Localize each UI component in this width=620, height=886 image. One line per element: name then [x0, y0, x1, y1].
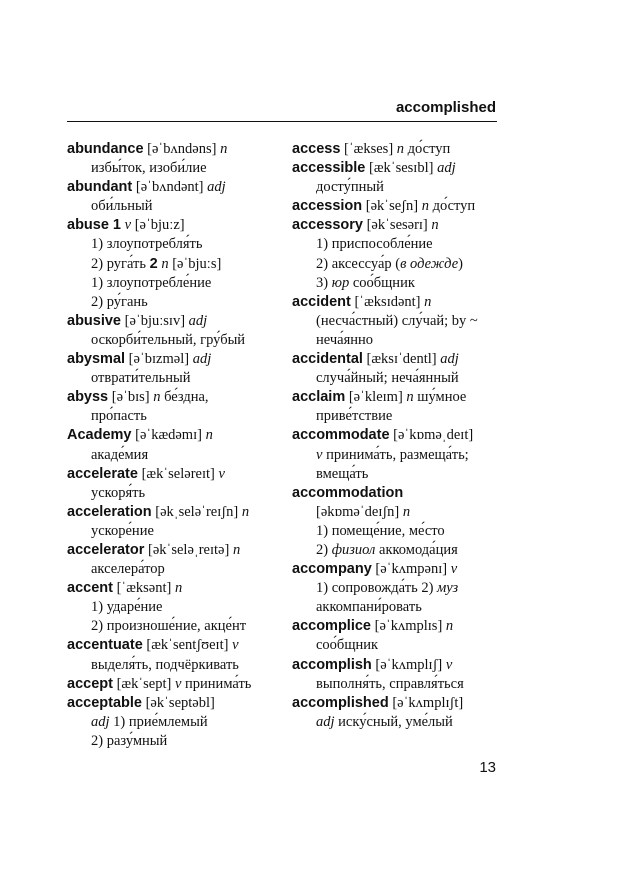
headword: accomplished: [292, 694, 389, 711]
entry-line: [292, 426, 502, 445]
grammar-label: adj: [316, 713, 335, 730]
grammar-label: n: [402, 503, 411, 520]
entry-continuation: [292, 713, 502, 732]
entry-continuation: [67, 522, 282, 541]
entry-continuation: [292, 235, 502, 254]
grammar-label: n: [424, 293, 432, 310]
entry-text: [ˈæksənt]: [112, 580, 175, 597]
entry-text: аккомода́ция: [375, 541, 458, 558]
entry-text: [əˈbjuːz]: [131, 217, 185, 234]
entry-text: приве́тствие: [316, 408, 393, 425]
grammar-label: муз: [437, 580, 459, 597]
entry-text: до́ступ: [428, 198, 476, 215]
entry-continuation: [292, 446, 502, 465]
header-rule: [67, 121, 497, 122]
entry-text: [əˈbʌndənt]: [132, 179, 208, 196]
entry-text: иску́сный, уме́лый: [334, 713, 453, 730]
entry-text: [ækˈsentʃʊeɪt]: [142, 637, 233, 654]
entry-line: [67, 216, 282, 235]
entry-text: вмеща́ть: [316, 465, 369, 482]
entry-continuation: [67, 274, 282, 293]
entry-text: 2) руга́ть: [91, 255, 150, 272]
entry-line: [67, 503, 282, 522]
headword: accidental: [292, 351, 363, 368]
entry-continuation: [67, 255, 282, 274]
entry-continuation: [67, 598, 282, 617]
entry-text: выполня́ть, справля́ться: [316, 675, 464, 692]
entry-text: оби́льный: [91, 198, 153, 215]
grammar-label: adj: [192, 351, 212, 368]
entry-text: 1) помеще́ние, ме́сто: [316, 522, 445, 539]
entry-text: аккомпани́ровать: [316, 599, 422, 616]
headword: accommodation: [292, 484, 404, 501]
headword: accomplice: [292, 618, 371, 635]
grammar-label: v: [316, 446, 323, 463]
entry-text: неча́янно: [316, 331, 374, 348]
headword: acclaim: [292, 389, 346, 406]
entry-text: 2: [149, 255, 158, 272]
entry-line: [292, 197, 502, 216]
entry-line: [67, 140, 282, 159]
headword: abusive: [67, 312, 121, 329]
entry-text: [əˈkʌmplɪʃ]: [371, 656, 446, 673]
entry-line: [292, 159, 502, 178]
entry-text: [əˈkʌmplɪs]: [371, 618, 446, 635]
headword: accentuate: [67, 637, 143, 654]
entry-text: [əˈkɒməˌdeɪt]: [389, 427, 474, 444]
entry-text: 1) злоупотребля́ть: [91, 236, 203, 253]
entry-text: акаде́мия: [91, 446, 149, 463]
entry-text: избы́ток, изоби́лие: [91, 160, 207, 177]
entry-text: 1) приспособле́ние: [316, 236, 433, 253]
entry-line: [67, 694, 282, 713]
entry-text: [əˈbjuːs]: [168, 255, 222, 272]
grammar-label: n: [174, 580, 183, 597]
grammar-label: v: [124, 217, 132, 234]
grammar-label: v: [232, 637, 239, 654]
entry-line: [292, 484, 502, 503]
entry-continuation: [292, 369, 502, 388]
headword: accelerate: [67, 465, 138, 482]
entry-text: [əkˈseptəbl]: [141, 694, 215, 711]
entry-line: [67, 541, 282, 560]
entry-line: [292, 617, 502, 636]
entry-text: [əˈkædəmɪ]: [131, 427, 206, 444]
grammar-label: n: [396, 141, 405, 157]
headword: accession: [292, 198, 363, 215]
entry-line: [292, 350, 502, 369]
headword: accessible: [292, 160, 366, 177]
entry-text: принима́ть, размеща́ть;: [322, 446, 469, 463]
headword: acceleration: [67, 503, 152, 520]
entry-text: [əkˌseləˈreɪʃn]: [151, 503, 242, 520]
entry-text: 2) произноше́ние, акце́нт: [91, 618, 247, 635]
entry-text: (несча́стный) слу́чай; by ~: [316, 312, 478, 329]
grammar-label: n: [205, 427, 213, 444]
entry-text: шу́мное: [413, 389, 467, 406]
entry-continuation: [292, 465, 502, 484]
entry-line: [292, 216, 502, 235]
entry-text: 1) ударе́ние: [91, 599, 163, 616]
headword: accommodate: [292, 427, 390, 444]
entry-line: [292, 560, 502, 579]
entry-text: [əˈkleɪm]: [345, 389, 407, 406]
entry-continuation: [292, 541, 502, 560]
entry-line: [292, 140, 502, 159]
entry-text: акселера́тор: [91, 561, 165, 578]
entry-continuation: [292, 178, 502, 197]
entry-text: выделя́ть, подчёркивать: [91, 656, 239, 673]
entry-text: [əkˈsesərɪ]: [362, 217, 432, 234]
entry-continuation: [67, 713, 282, 732]
entry-continuation: [67, 617, 282, 636]
entry-text: [əkˈseʃn]: [362, 198, 422, 215]
headword: abuse 1: [67, 217, 121, 234]
entry-continuation: [67, 293, 282, 312]
grammar-label: n: [232, 541, 241, 558]
entry-continuation: [292, 598, 502, 617]
headword: abundance: [67, 141, 144, 157]
entry-line: [67, 579, 282, 598]
left-column: [67, 140, 282, 751]
entry-continuation: [292, 255, 502, 274]
entry-text: [əˈbɪs]: [108, 389, 154, 406]
entry-text: досту́пный: [316, 179, 384, 196]
entry-continuation: [292, 579, 502, 598]
entry-line: [67, 426, 282, 445]
page-number: 13: [479, 759, 496, 776]
entry-text: про́пасть: [91, 408, 147, 425]
entry-continuation: [67, 560, 282, 579]
entry-continuation: [67, 407, 282, 426]
right-column: [292, 140, 502, 732]
entry-text: 2): [316, 541, 332, 558]
entry-text: 1) сопровожда́ть 2): [316, 580, 438, 597]
entry-continuation: [292, 503, 502, 522]
grammar-label: adj: [91, 713, 110, 730]
entry-text: 3): [316, 274, 332, 291]
grammar-label: adj: [437, 160, 456, 177]
entry-text: случа́йный; неча́янный: [316, 370, 459, 387]
entry-text: оскорби́тельный, гру́бый: [91, 331, 246, 348]
entry-text: [ˈækses]: [340, 141, 397, 157]
entry-line: [67, 312, 282, 331]
entry-continuation: [67, 331, 282, 350]
grammar-label: n: [421, 198, 429, 215]
entry-text: 2) разу́мный: [91, 732, 168, 749]
entry-text: отврати́тельный: [91, 370, 191, 387]
entry-text: соо́бщник: [316, 637, 379, 654]
headword: Academy: [67, 427, 132, 444]
headword: accent: [67, 580, 113, 597]
grammar-label: v: [445, 656, 453, 673]
grammar-label: v: [218, 465, 225, 482]
entry-text: [ækˈsept]: [112, 675, 175, 692]
entry-line: [292, 293, 502, 312]
entry-line: [67, 465, 282, 484]
entry-line: [292, 388, 502, 407]
grammar-label: n: [431, 217, 439, 234]
grammar-label: юр: [331, 274, 350, 291]
grammar-label: n: [445, 618, 454, 635]
entry-continuation: [67, 197, 282, 216]
headword: acceptable: [67, 694, 142, 711]
entry-text: [ækˈseləreɪt]: [137, 465, 219, 482]
headword: abyss: [67, 389, 109, 406]
grammar-label: adj: [207, 179, 226, 196]
entry-continuation: [292, 331, 502, 350]
entry-text: [əˈbɪzməl]: [125, 351, 193, 368]
entry-line: [67, 636, 282, 655]
entry-continuation: [67, 159, 282, 178]
entry-text: ускоре́ние: [91, 522, 154, 539]
grammar-label: физиол: [331, 541, 376, 558]
entry-text: [əˈbjuːsɪv]: [121, 312, 189, 329]
entry-continuation: [292, 522, 502, 541]
headword: access: [292, 141, 341, 157]
entry-continuation: [67, 656, 282, 675]
headword: accompany: [292, 561, 372, 578]
entry-continuation: [292, 312, 502, 331]
entry-continuation: [67, 369, 282, 388]
grammar-label: adj: [440, 351, 459, 368]
entry-continuation: [67, 446, 282, 465]
entry-line: [292, 694, 502, 713]
entry-continuation: [67, 484, 282, 503]
entry-text: соо́бщник: [349, 274, 415, 291]
entry-text: ускоря́ть: [91, 484, 146, 501]
entry-text: [əˈbʌndəns]: [143, 141, 221, 157]
grammar-label: n: [161, 255, 169, 272]
entry-line: [67, 675, 282, 694]
running-head: accomplished: [395, 99, 496, 116]
headword: abundant: [67, 179, 133, 196]
entry-line: [67, 350, 282, 369]
headword: accessory: [292, 217, 363, 234]
grammar-label: в одежде: [400, 255, 459, 272]
grammar-label: adj: [188, 312, 208, 329]
entry-line: [292, 656, 502, 675]
entry-text: 2) аксессуа́р (: [316, 255, 401, 272]
headword: abysmal: [67, 351, 126, 368]
entry-continuation: [292, 636, 502, 655]
grammar-label: n: [153, 389, 161, 406]
entry-text: [ækˈsesɪbl]: [365, 160, 438, 177]
grammar-label: v: [174, 675, 182, 692]
entry-continuation: [67, 732, 282, 751]
entry-text: [əˈkʌmplɪʃt]: [388, 694, 464, 711]
entry-continuation: [292, 274, 502, 293]
entry-text: [ˈæksɪdənt]: [350, 293, 425, 310]
entry-text: [əˈkʌmpənɪ]: [371, 561, 451, 578]
entry-text: бе́здна,: [160, 389, 209, 406]
grammar-label: n: [241, 503, 250, 520]
entry-text: 1) прие́млемый: [109, 713, 208, 730]
headword: accept: [67, 675, 113, 692]
entry-text: [əkˈseləˌreɪtə]: [144, 541, 233, 558]
entry-line: [67, 178, 282, 197]
headword: accomplish: [292, 656, 372, 673]
entry-continuation: [292, 675, 502, 694]
headword: accident: [292, 293, 351, 310]
entry-text: до́ступ: [404, 141, 451, 157]
entry-continuation: [67, 235, 282, 254]
entry-line: [67, 388, 282, 407]
entry-text: [æksɪˈdentl]: [362, 351, 441, 368]
entry-text: [əkɒməˈdeɪʃn]: [316, 503, 403, 520]
entry-text: 1) злоупотребле́ние: [91, 274, 212, 291]
entry-text: 2) ру́гань: [91, 293, 148, 310]
headword: accelerator: [67, 541, 145, 558]
entry-text: ): [458, 255, 463, 272]
entry-text: принима́ть: [181, 675, 252, 692]
grammar-label: v: [450, 561, 458, 578]
grammar-label: n: [220, 141, 228, 157]
grammar-label: n: [406, 389, 414, 406]
entry-continuation: [292, 407, 502, 426]
